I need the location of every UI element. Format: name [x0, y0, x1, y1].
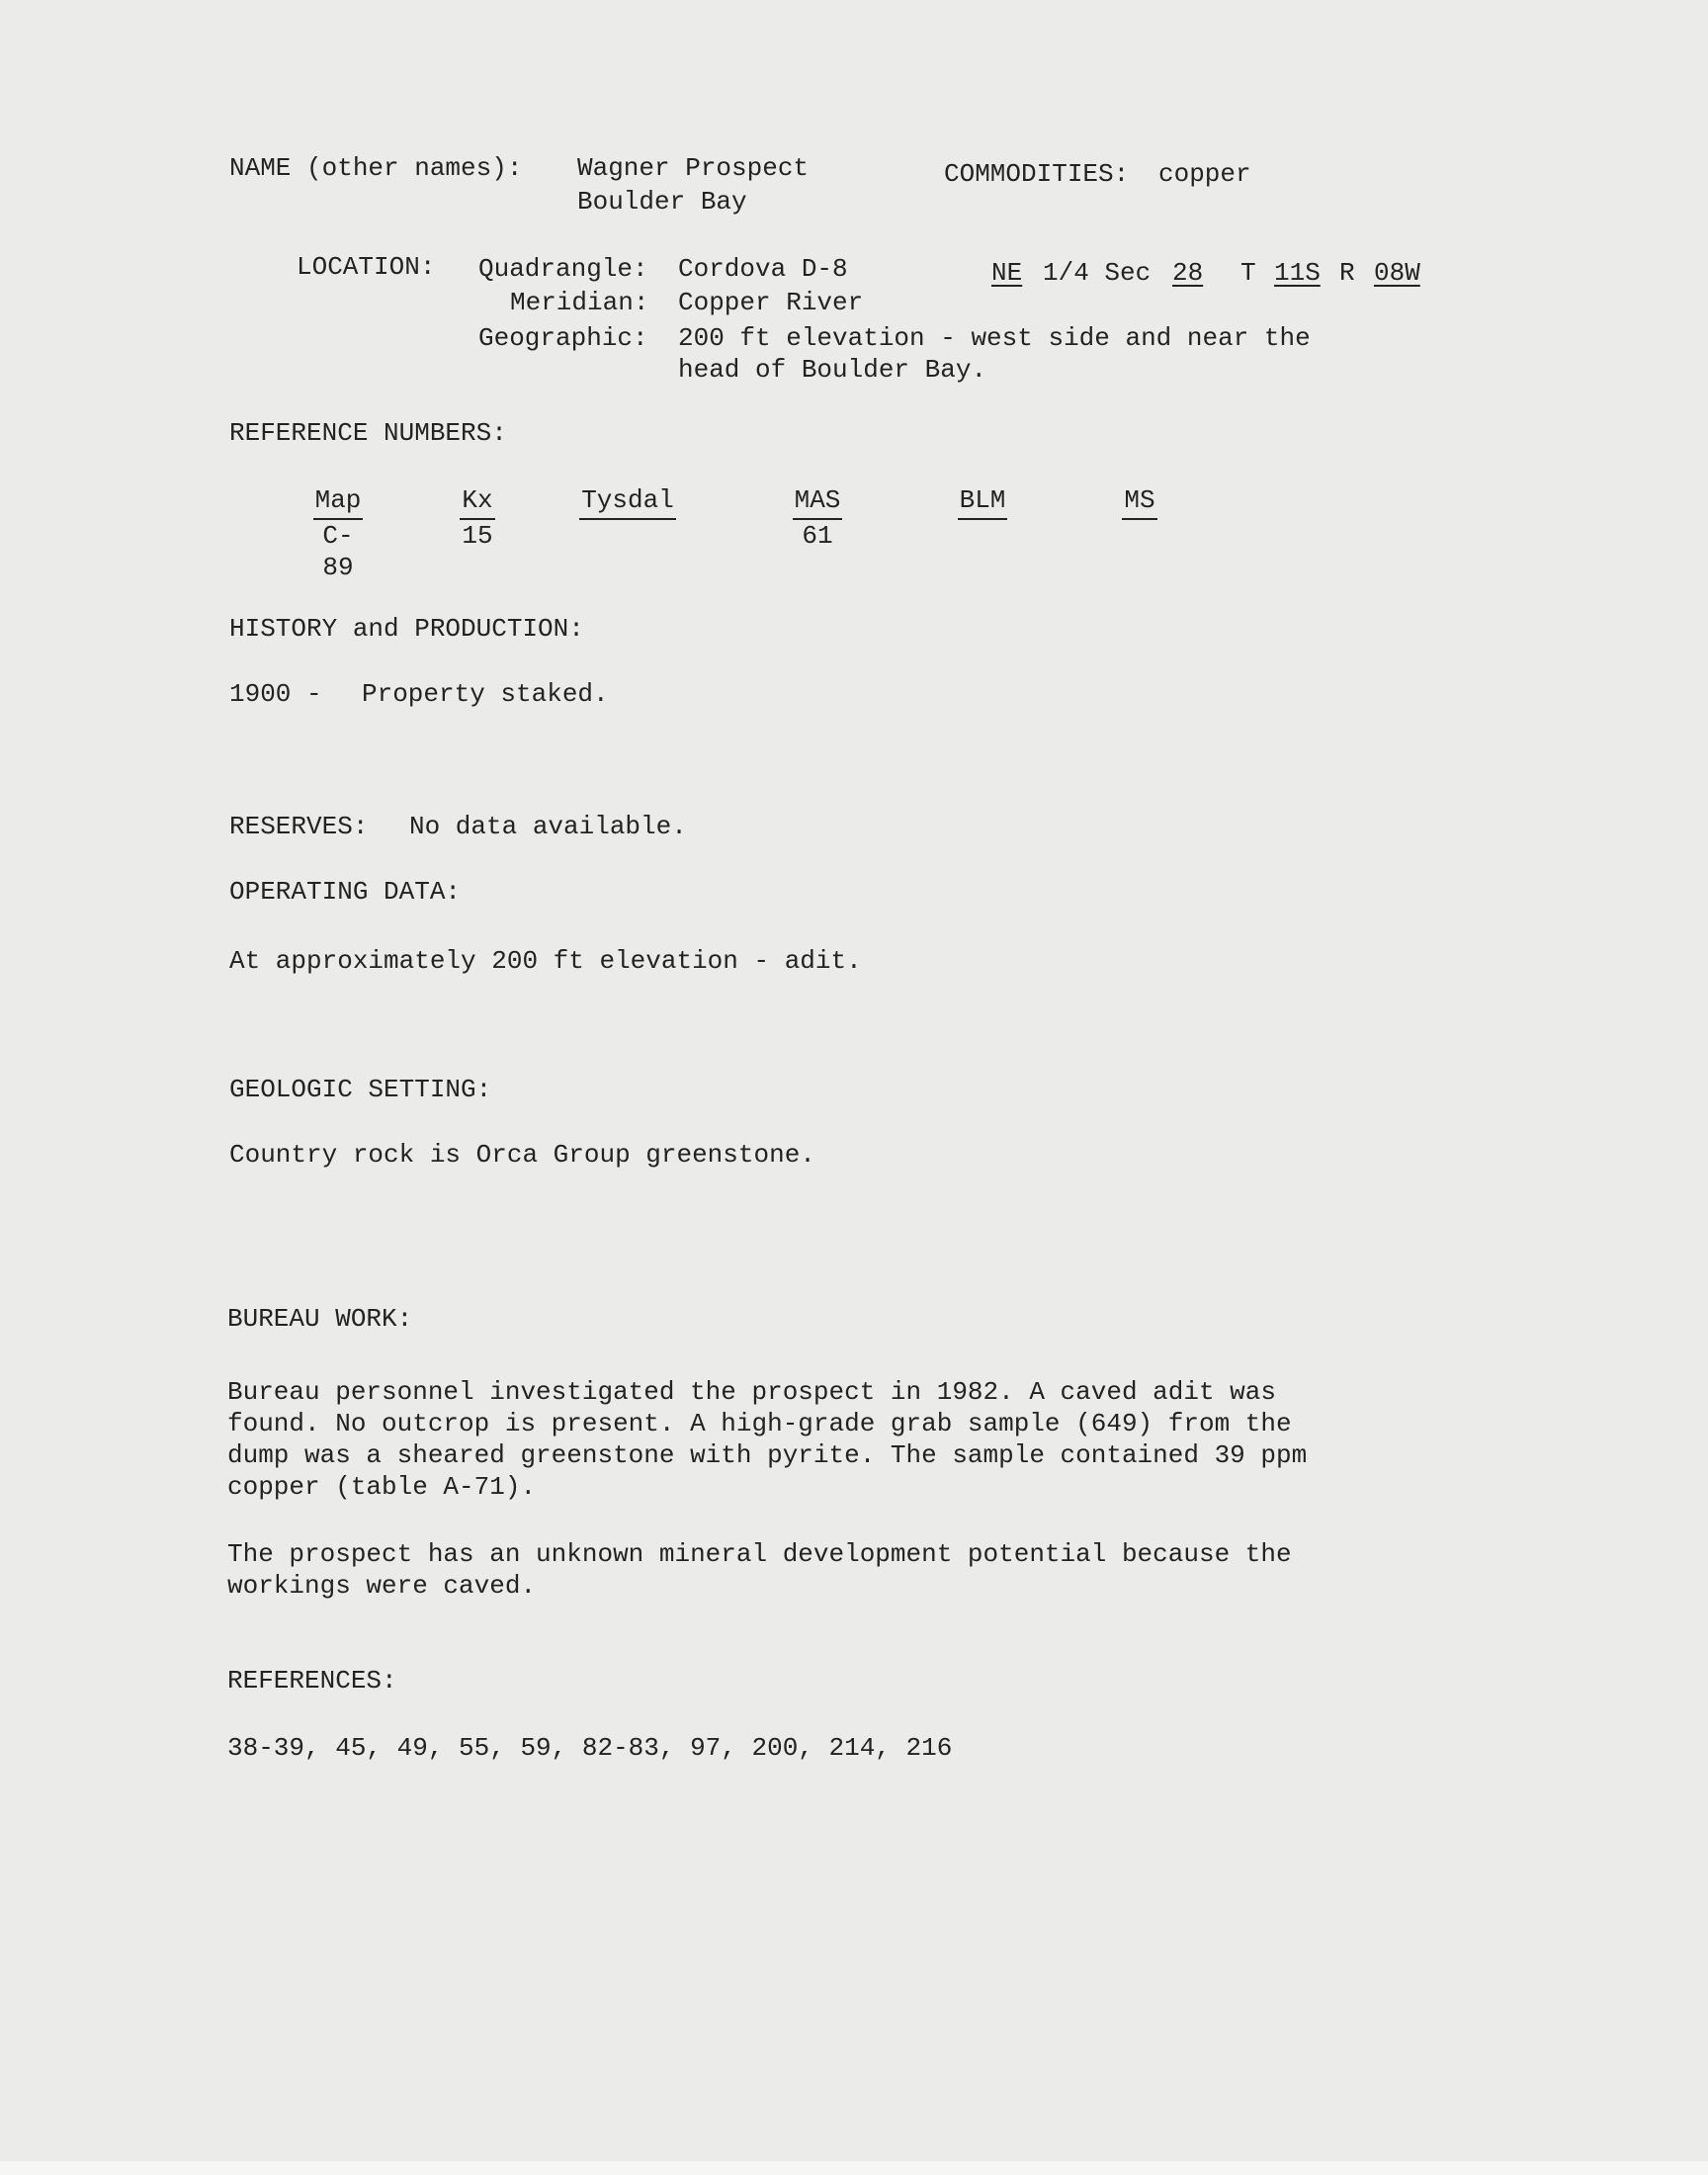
ref-tysdal-label: Tysdal [579, 484, 676, 520]
township-label: T [1240, 258, 1256, 288]
ref-blm [953, 484, 1012, 520]
reference-numbers-heading: REFERENCE NUMBERS: [229, 418, 507, 448]
ref-kx [457, 484, 498, 552]
operating-text: At approximately 200 ft elevation - adit. [229, 946, 862, 976]
bureau-paragraph-2: The prospect has an unknown mineral development potential because the workings were caved. [227, 1539, 1292, 1601]
ref-kx-value: 15 [462, 521, 493, 551]
quadrangle-label: Quadrangle: [478, 254, 648, 284]
meridian-label: Meridian: [510, 288, 649, 317]
ref-mas-label: MAS [793, 484, 843, 520]
reserves-text: No data available. [409, 812, 687, 841]
commodities-value: copper [1158, 159, 1251, 189]
ref-mas [789, 484, 846, 552]
reserves-label: RESERVES: [229, 812, 369, 841]
name-label: NAME (other names): [229, 153, 523, 183]
references-heading: REFERENCES: [227, 1666, 397, 1696]
history-text: Property staked. [362, 679, 609, 709]
name-value: Wagner Prospect [577, 153, 810, 183]
section-value: 28 [1172, 258, 1204, 288]
history-year: 1900 - [229, 679, 322, 709]
geologic-text: Country rock is Orca Group greenstone. [229, 1140, 815, 1170]
meridian-value: Copper River [678, 288, 864, 317]
range-label: R [1339, 258, 1355, 288]
history-heading: HISTORY and PRODUCTION: [229, 614, 584, 644]
references-text: 38-39, 45, 49, 55, 59, 82-83, 97, 200, 214, 216 [227, 1733, 953, 1763]
geologic-heading: GEOLOGIC SETTING: [229, 1075, 492, 1104]
township-value: 11S [1274, 258, 1321, 288]
quarter-text: 1/4 Sec [1043, 258, 1152, 288]
operating-heading: OPERATING DATA: [229, 877, 462, 907]
ref-tysdal [575, 484, 680, 520]
range-value: 08W [1374, 258, 1420, 288]
ref-map [310, 484, 366, 583]
geographic-line2: head of Boulder Bay. [678, 355, 987, 385]
bureau-heading: BUREAU WORK: [227, 1304, 413, 1334]
location-label: LOCATION: [297, 252, 436, 282]
scan-bottom-edge [0, 2161, 1708, 2175]
ref-map-value: C-89 [322, 521, 354, 582]
geographic-label: Geographic: [478, 323, 648, 353]
geographic-line1: 200 ft elevation - west side and near the [678, 323, 1311, 353]
bureau-paragraph-1: Bureau personnel investigated the prospect in 1982. A caved adit was found. No outcrop is present. A high-grade grab sample (649) from the dump was a sheared greenstone with pyrite. The sample contained 39 ppm copper (table A-71). [227, 1377, 1308, 1502]
ref-ms-label: MS [1122, 484, 1156, 520]
commodities-label: COMMODITIES: [944, 159, 1130, 189]
ref-ms [1119, 484, 1160, 520]
other-name: Boulder Bay [577, 187, 747, 217]
quarter-value: NE [991, 258, 1023, 288]
quadrangle-value: Cordova D-8 [678, 254, 848, 284]
ref-map-label: Map [313, 484, 364, 520]
ref-mas-value: 61 [802, 521, 833, 551]
ref-blm-label: BLM [958, 484, 1008, 520]
ref-kx-label: Kx [460, 484, 494, 520]
